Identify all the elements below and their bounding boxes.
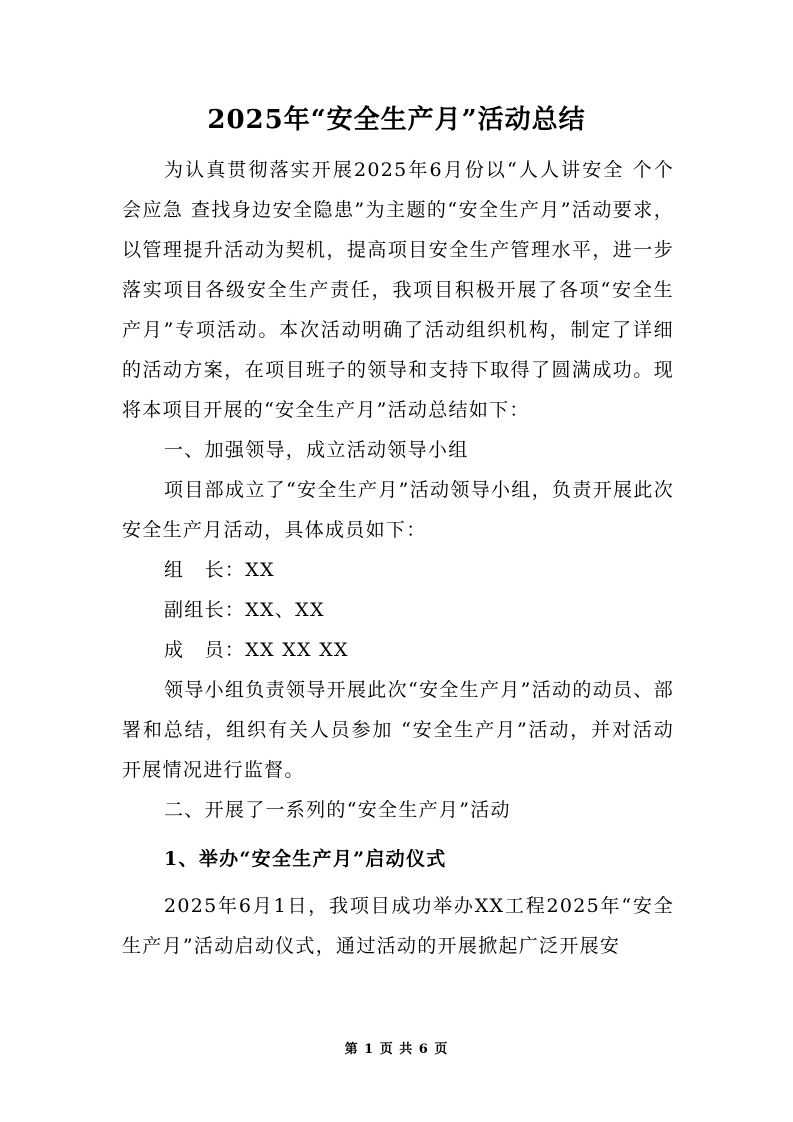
section-1-heading: 一、加强领导，成立活动领导小组 — [164, 439, 469, 461]
member-label: 副组长： — [164, 599, 246, 621]
member-label: 成 员： — [164, 639, 246, 661]
member-value: XX XX XX — [245, 639, 349, 661]
subsection-1-heading: 1、举办“安全生产月”启动仪式 — [164, 848, 447, 870]
section-1-body: 项目部成立了“安全生产月”活动领导小组，负责开展此次安全生产月活动，具体成员如下： — [122, 479, 674, 541]
section-1-closing: 领导小组负责领导开展此次“安全生产月”活动的动员、部署和总结，组织有关人员参加 “安全生产月”活动，并对活动开展情况进行监督。 — [122, 679, 674, 781]
subsection-1-body: 2025年6月1日，我项目成功举办XX工程2025年“安全生产月”活动启动仪式，通过活动的开展掀起广泛开展安 — [122, 895, 674, 957]
member-value: XX — [245, 559, 275, 581]
member-value: XX、XX — [245, 599, 325, 621]
document-body — [122, 150, 674, 966]
section-2-heading: 二、开展了一系列的“安全生产月”活动 — [164, 799, 511, 821]
member-label: 组 长： — [164, 559, 246, 581]
page-number: 第 1 页 共 6 页 — [344, 1042, 449, 1057]
document-title: 2025年“安全生产月”活动总结 — [207, 105, 586, 135]
member-row-deputy — [122, 590, 674, 630]
member-row-members — [122, 630, 674, 670]
member-row-leader — [122, 550, 674, 590]
intro-paragraph: 为认真贯彻落实开展2025年6月份以“人人讲安全 个个会应急 查找身边安全隐患”为主题的“安全生产月”活动要求，以管理提升活动为契机，提高项目安全生产管理水平，进一步落实项目各级安全生产责任，我项目积极开展了各项“安全生产月”专项活动。本次活动明确了活动组织机构，制定了详细的活动方案，在项目班子的领导和支持下取得了圆满成功。现将本项目开展的“安全生产月”活动总结如下： — [122, 159, 674, 421]
